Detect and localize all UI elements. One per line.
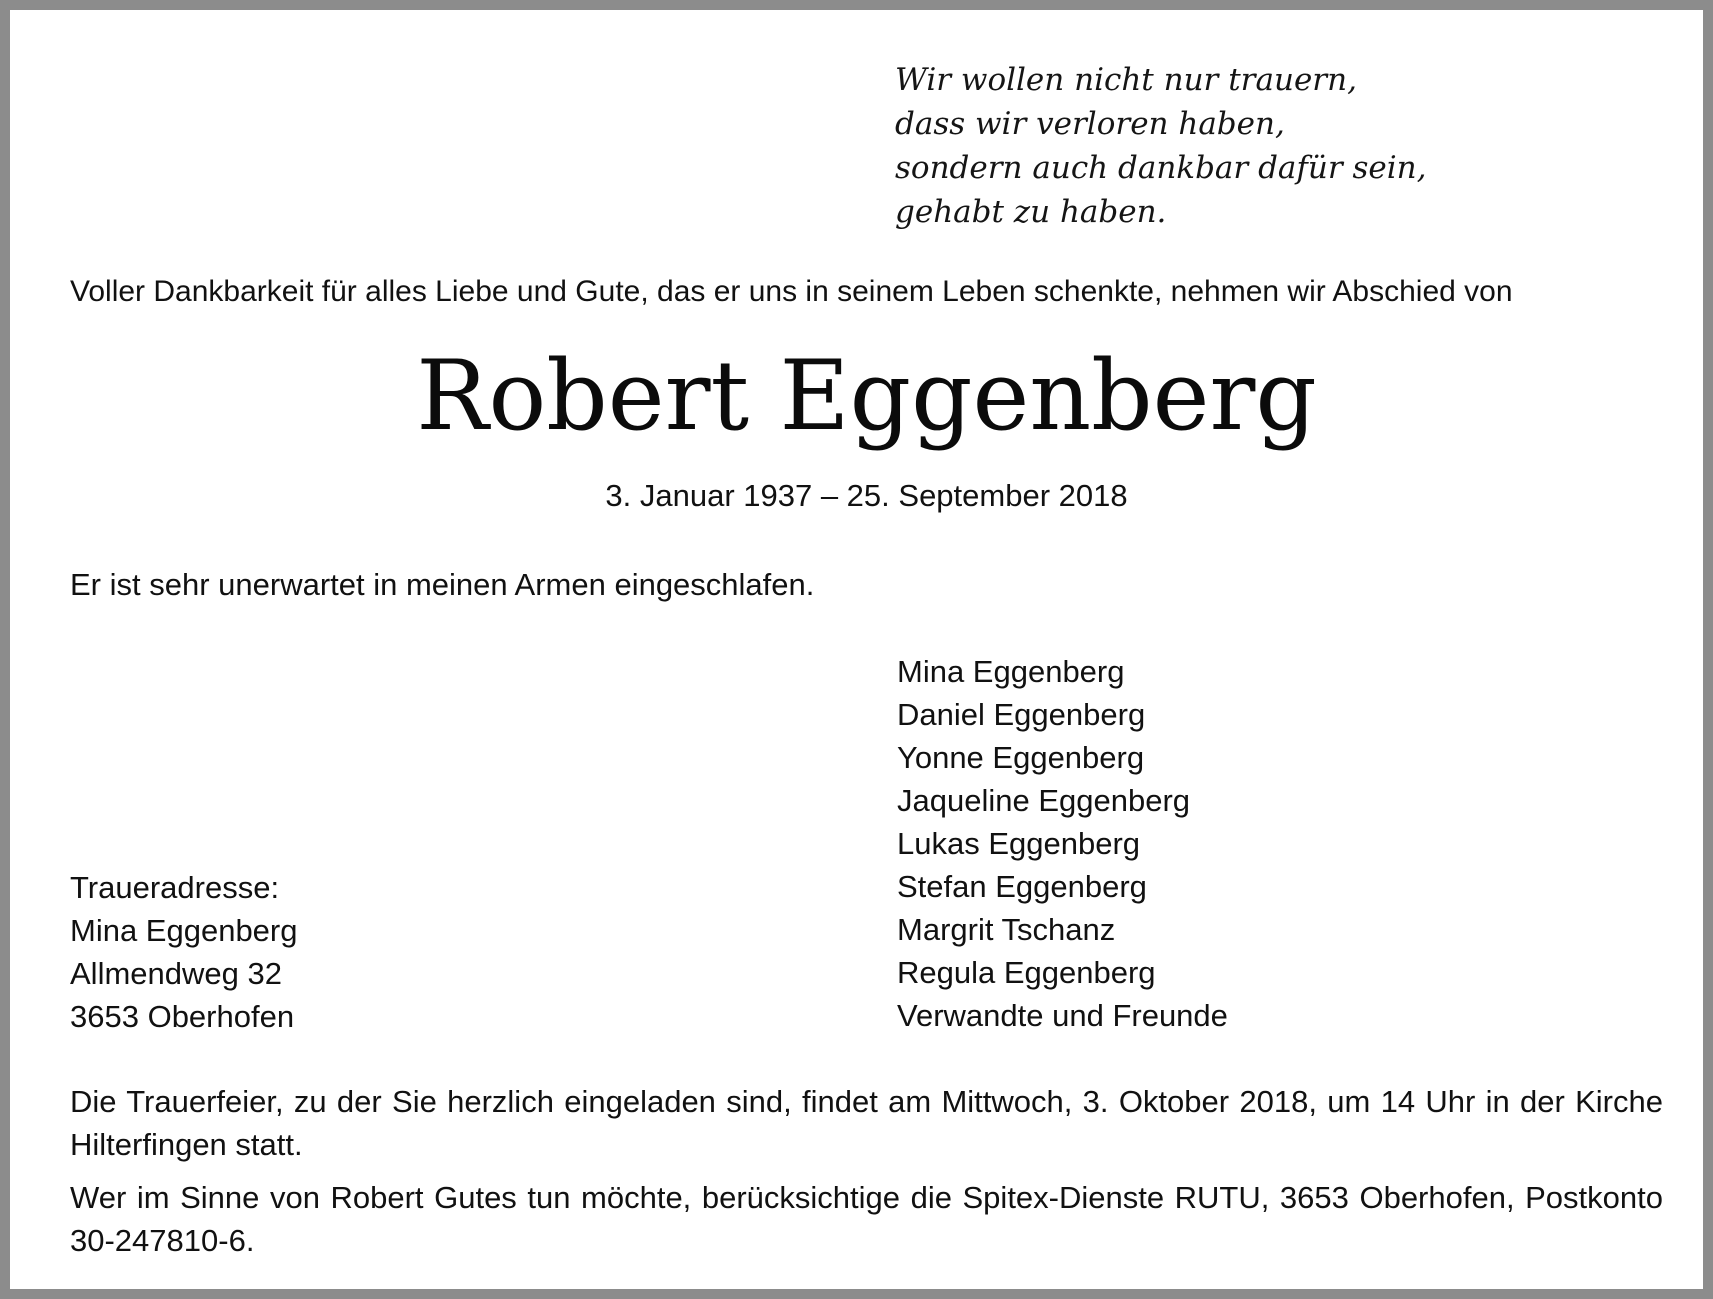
mourner-name: Stefan Eggenberg	[897, 869, 1147, 904]
quote-line: Wir wollen nicht nur trauern,	[895, 62, 1357, 98]
address-heading: Traueradresse:	[70, 870, 280, 905]
mourner-name: Lukas Eggenberg	[897, 826, 1141, 861]
mourner-name: Margrit Tschanz	[897, 912, 1116, 947]
mourner-name: Daniel Eggenberg	[897, 697, 1146, 732]
address-line: Allmendweg 32	[70, 956, 282, 991]
ceremony-paragraph: Die Trauerfeier, zu der Sie herzlich eingeladen sind, findet am Mittwoch, 3. Oktober 2018, um 14 Uhr in der Kirche Hilterfingen statt.	[70, 1084, 1663, 1162]
passing-note: Er ist sehr unerwartet in meinen Armen eingeschlafen.	[70, 567, 815, 602]
mourner-name: Mina Eggenberg	[897, 654, 1125, 689]
quote-line: dass wir verloren haben,	[895, 106, 1285, 142]
quote-line: gehabt zu haben.	[895, 194, 1167, 230]
address-line: Mina Eggenberg	[70, 913, 298, 948]
mourner-name: Regula Eggenberg	[897, 955, 1156, 990]
memorial-quote	[895, 58, 1427, 234]
mourners-list	[897, 650, 1228, 1037]
quote-line: sondern auch dankbar dafür sein,	[895, 150, 1427, 186]
address-line: 3653 Oberhofen	[70, 999, 295, 1034]
donation-paragraph: Wer im Sinne von Robert Gutes tun möchte, berücksichtige die Spitex-Dienste RUTU, 3653 Oberhofen, Postkonto 30-247810-6.	[70, 1180, 1663, 1258]
mourner-name: Verwandte und Freunde	[897, 998, 1228, 1033]
lead-sentence: Voller Dankbarkeit für alles Liebe und Gute, das er uns in seinem Leben schenkte, nehmen wir Abschied von	[70, 275, 1513, 308]
deceased-name: Robert Eggenberg	[416, 340, 1317, 452]
mourner-name: Yonne Eggenberg	[897, 740, 1145, 775]
mourning-address	[70, 866, 298, 1038]
life-dates: 3. Januar 1937 – 25. September 2018	[605, 478, 1128, 513]
mourner-name: Jaqueline Eggenberg	[897, 783, 1191, 818]
